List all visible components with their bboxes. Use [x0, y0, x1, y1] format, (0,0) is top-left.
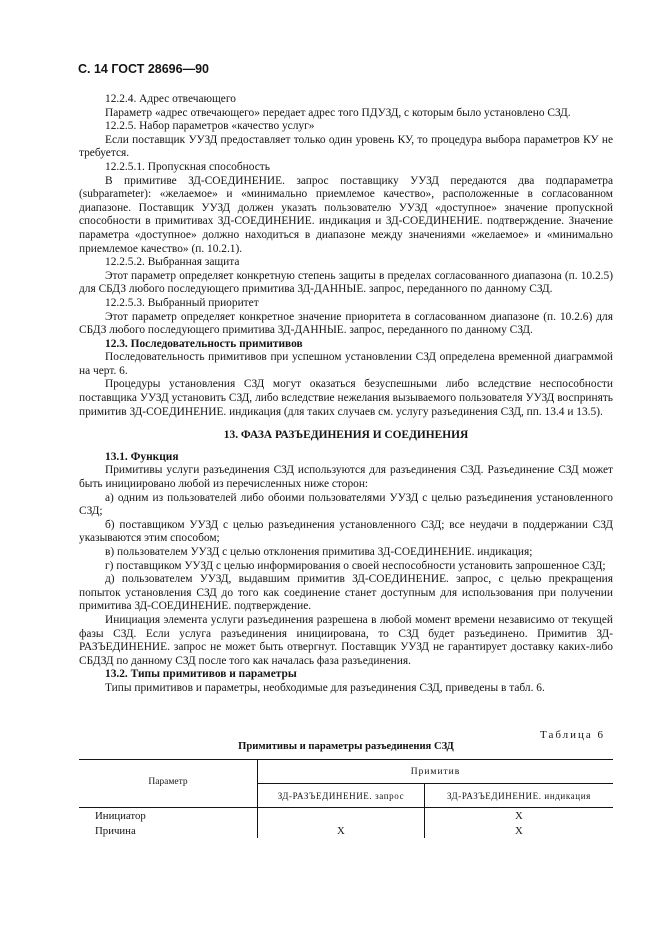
section-heading-12-2-4: 12.2.4. Адрес отвечающего — [105, 93, 236, 105]
table-caption: Примитивы и параметры разъединения СЗД — [238, 741, 454, 752]
section-heading-12-2-5-1: 12.2.5.1. Пропускная способность — [105, 160, 270, 173]
paragraph: Процедуры установления СЗД могут оказаться безуспешными либо вследствие неспособности поставщика УУЗД установить СЗД, либо вследствие нежелания вызываемого пользователя УУЗД воспринять примитив ЗД-СОЕДИНЕНИЕ. индикация (для таких случаев см. услугу разъединения СЗД, пп. 13.4 и 13.5). — [79, 378, 613, 418]
section-heading-13-1: 13.1. Функция — [105, 450, 179, 463]
table-label: Таблица 6 — [540, 729, 606, 741]
paragraph: Примитивы услуги разъединения СЗД используются для разъединения СЗД. Разъединение СЗД может быть инициировано любой из перечисленных ниже сторон: — [79, 464, 613, 491]
row-parameter-name: Причина — [79, 823, 258, 838]
table-row — [79, 823, 613, 838]
list-item-a: а) одним из пользователей либо обоими пользователями УУЗД с целью разъединения установленного СЗД; — [79, 491, 613, 518]
document-body — [79, 93, 613, 696]
paragraph: Последовательность примитивов при успешном установлении СЗД определена временной диаграммой на черт. 6. — [79, 351, 613, 377]
paragraph: Если поставщик УУЗД предоставляет только один уровень КУ, то процедура выбора параметров КУ не требуется. — [79, 133, 613, 160]
header-parameter: Параметр — [79, 760, 258, 808]
paragraph: Инициация элемента услуги разъединения разрешена в любой момент времени независимо от текущей фазы СЗД. Если услуга разъединения инициирована, то СЗД будет разъединено. Примитив ЗД-РАЗЪЕДИНЕНИЕ. запрос не может быть отвергнут. Поставщик УУЗД не гарантирует доставку каких-либо СБДЗД по данному СЗД после того как началась фаза разъединения. — [79, 613, 613, 667]
table-header-row — [79, 760, 613, 784]
row-cell-request: X — [258, 823, 425, 838]
paragraph: Этот параметр определяет конкретную степень защиты в пределах согласованного диапазона (п. 10.2.5) для СБДЗ любого последующего примитива ЗД-ДАННЫЕ. запрос, переданного по данному СЗД. — [79, 269, 613, 296]
row-parameter-name: Инициатор — [79, 808, 258, 824]
row-cell-indication: X — [515, 809, 523, 822]
section-heading-12-2-5: 12.2.5. Набор параметров «качество услуг» — [105, 120, 315, 133]
list-item-b: б) поставщиком УУЗД с целью разъединения установленного СЗД; все неудачи в поддержании СЗД указываются этим способом; — [79, 518, 613, 545]
primitives-table — [79, 759, 613, 838]
table-row — [79, 808, 613, 824]
paragraph: В примитиве ЗД-СОЕДИНЕНИЕ. запрос поставщику УУЗД передаются два подпараметра (subparameter): «желаемое» и «минимально приемлемое качество», расположенные в согласованном диапазоне. Поставщик УУЗД должен указать пользователю УУЗД «доступное» значение пропускной способности в примитивах ЗД-СОЕДИНЕНИЕ. индикация и ЗД-СОЕДИНЕНИЕ. подтверждение. Значение параметра «доступное» должно находиться в диапазоне между значениями «желаемое» и «минимально приемлемое качество» (п. 10.2.1). — [79, 174, 613, 255]
row-cell-indication: X — [515, 824, 523, 837]
paragraph: Параметр «адрес отвечающего» передает адрес того ПДУЗД, с которым было установлено СЗД. — [105, 106, 571, 119]
list-item-d: д) пользователем УУЗД, выдавшим примитив ЗД-СОЕДИНЕНИЕ. запрос, с целью прекращения попыток установления СЗД до того как соединение станет доступным для использования при получении примитива ЗД-СОЕДИНЕНИЕ. подтверждение. — [79, 573, 613, 613]
page-header: С. 14 ГОСТ 28696—90 — [78, 62, 209, 76]
section-heading-13-2: 13.2. Типы примитивов и параметры — [105, 668, 297, 681]
list-item-v: в) пользователем УУЗД с целью отклонения примитива ЗД-СОЕДИНЕНИЕ. индикация; — [105, 546, 533, 558]
paragraph: Этот параметр определяет конкретное значение приоритета в согласованном диапазоне (п. 10.2.6) для СБДЗ любого последующего примитива ЗД-ДАННЫЕ. запрос, переданного по данному СЗД. — [79, 310, 613, 337]
section-heading-12-2-5-2: 12.2.5.2. Выбранная защита — [105, 256, 240, 269]
section-heading-12-2-5-3: 12.2.5.3. Выбранный приоритет — [105, 296, 259, 309]
paragraph: Типы примитивов и параметры, необходимые для разъединения СЗД, приведены в табл. 6. — [105, 681, 545, 694]
chapter-heading-13: 13. ФАЗА РАЗЪЕДИНЕНИЯ И СОЕДИНЕНИЯ — [223, 429, 469, 442]
header-primitive: Примитив — [258, 760, 614, 784]
header-disconnect-request: ЗД-РАЗЪЕДИНЕНИЕ. запрос — [258, 784, 425, 808]
section-heading-12-3: 12.3. Последовательность примитивов — [105, 337, 303, 350]
header-disconnect-indication: ЗД-РАЗЪЕДИНЕНИЕ. индикация — [424, 784, 613, 808]
list-item-g: г) поставщиком УУЗД с целью информирования о своей неспособности установить запрошенное СЗД; — [105, 559, 606, 572]
row-cell-request — [258, 808, 425, 824]
